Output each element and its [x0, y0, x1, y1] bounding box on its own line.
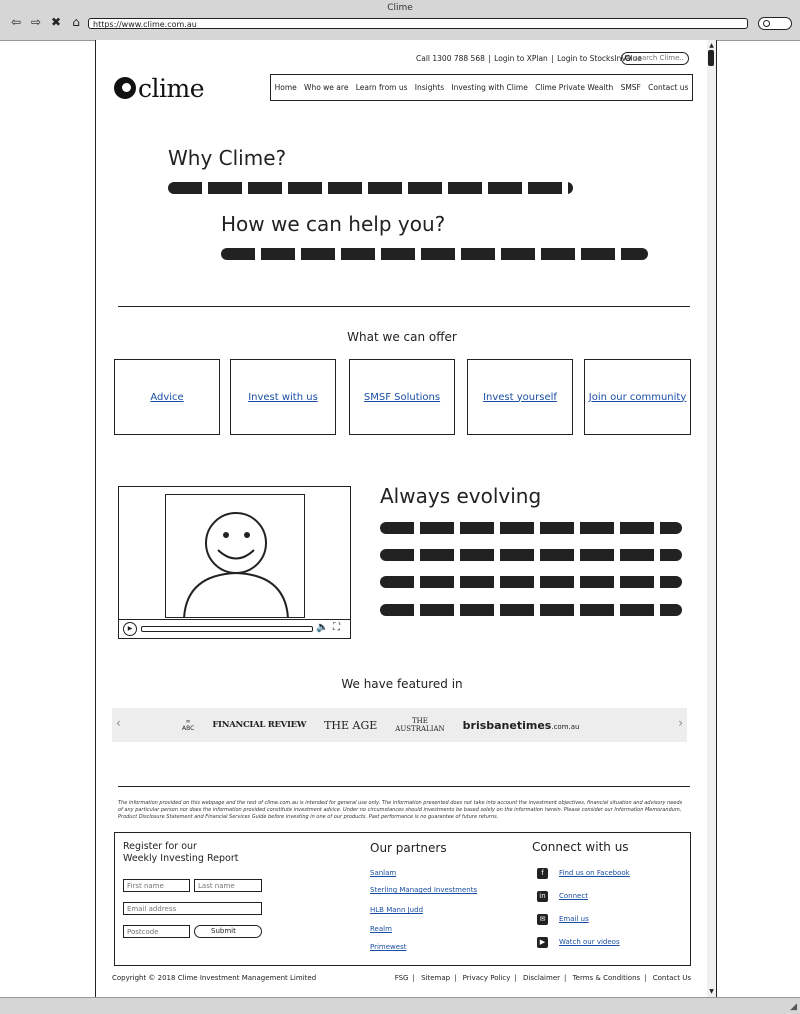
- partners-heading: Our partners: [370, 841, 447, 855]
- close-icon[interactable]: ✖: [50, 15, 62, 29]
- footer-link-disclaimer[interactable]: Disclaimer: [522, 974, 560, 982]
- nav-item-learn[interactable]: Learn from us: [355, 83, 408, 92]
- search-icon: [763, 20, 770, 27]
- offer-link-invest-yourself[interactable]: Invest yourself: [483, 391, 557, 403]
- browser-nav: [8, 14, 84, 30]
- featured-heading: We have featured in: [341, 677, 463, 691]
- address-bar[interactable]: https://www.clime.com.au: [88, 18, 748, 29]
- offer-heading: What we can offer: [347, 330, 457, 344]
- brisbane-times-logo: brisbanetimes.com.au: [462, 718, 580, 732]
- nav-item-smsf[interactable]: SMSF: [620, 83, 641, 92]
- login-siv-link[interactable]: Login to StocksInValue: [557, 54, 642, 63]
- offer-link-community[interactable]: Join our community: [588, 391, 687, 403]
- video-thumbnail: [165, 494, 305, 618]
- window-title: Clime: [387, 3, 413, 13]
- first-name-field[interactable]: [123, 879, 190, 892]
- divider: [118, 786, 690, 787]
- video-progress[interactable]: [141, 626, 313, 632]
- play-icon[interactable]: ▶: [123, 622, 137, 636]
- fullscreen-icon[interactable]: ⛶: [333, 622, 340, 633]
- partner-link-sterling[interactable]: Sterling Managed Investments: [370, 886, 478, 894]
- resize-grip-icon[interactable]: ◢: [790, 1002, 797, 1012]
- the-australian-logo: THE AUSTRALIAN: [395, 717, 445, 733]
- press-logos: [182, 715, 580, 735]
- placeholder-text: [380, 549, 682, 561]
- offer-link-advice[interactable]: Advice: [150, 391, 184, 403]
- register-heading: Register for our Weekly Investing Report: [123, 841, 239, 864]
- nav-item-who-we-are[interactable]: Who we are: [304, 83, 349, 92]
- nav-item-home[interactable]: Home: [274, 83, 297, 92]
- disclaimer-text: The information provided on this webpage and the rest of clime.com.au is intended for general use only. The information presented does not take into account the investment objectives, financial situation and advisory needs of any particular person nor does the information provided constitute investment advice. Under no circumstances should investments be based solely on the information herein. Please consider our Information Memorandum, Product Disclosure Statement and Financial Services Guide before investing in one of our products. Past performance is no guarantee of future returns.: [118, 800, 683, 820]
- offer-link-invest-with-us[interactable]: Invest with us: [248, 391, 318, 403]
- offer-card-invest-with-us[interactable]: [230, 359, 336, 435]
- forward-icon[interactable]: ⇨: [30, 15, 42, 29]
- browser-titlebar: [0, 0, 800, 41]
- logo-icon: [114, 77, 136, 99]
- email-link[interactable]: Email us: [559, 915, 589, 923]
- footer-panel: [114, 832, 691, 966]
- footer-link-privacy[interactable]: Privacy Policy: [462, 974, 511, 982]
- email-field[interactable]: [123, 902, 262, 915]
- the-age-logo: THE AGE: [324, 718, 378, 732]
- hero-how-heading: How we can help you?: [221, 212, 446, 236]
- offer-card-invest-yourself[interactable]: [467, 359, 573, 435]
- chevron-right-icon[interactable]: ›: [678, 716, 683, 730]
- logo-text: clime: [138, 73, 204, 103]
- placeholder-text: [380, 604, 682, 616]
- connect-heading: Connect with us: [532, 840, 629, 854]
- nav-item-insights[interactable]: Insights: [414, 83, 445, 92]
- chevron-left-icon[interactable]: ‹: [116, 716, 121, 730]
- scroll-down-icon[interactable]: ▼: [709, 988, 714, 995]
- placeholder-text: [168, 182, 573, 194]
- divider: [118, 306, 690, 307]
- offer-card-advice[interactable]: [114, 359, 220, 435]
- footer-links: FSG | Sitemap | Privacy Policy | Disclaimer | Terms & Conditions | Contact Us: [394, 974, 691, 982]
- linkedin-link[interactable]: Connect: [559, 892, 588, 900]
- postcode-field[interactable]: [123, 925, 190, 938]
- placeholder-text: [380, 522, 682, 534]
- main-nav: [270, 74, 693, 101]
- partner-link-sanlam[interactable]: Sanlam: [370, 869, 397, 877]
- video-controls: [119, 619, 350, 638]
- footer-link-sitemap[interactable]: Sitemap: [421, 974, 451, 982]
- web-page: [95, 40, 709, 997]
- facebook-link[interactable]: Find us on Facebook: [559, 869, 630, 877]
- afr-logo: FINANCIAL REVIEW: [212, 720, 307, 730]
- placeholder-text: [221, 248, 648, 260]
- last-name-field[interactable]: [194, 879, 262, 892]
- offer-link-smsf[interactable]: SMSF Solutions: [363, 391, 441, 403]
- youtube-icon[interactable]: ▶: [537, 937, 548, 948]
- logo[interactable]: [114, 74, 204, 102]
- abc-logo: ∞ ABC: [182, 718, 195, 732]
- submit-button[interactable]: Submit: [194, 925, 262, 938]
- linkedin-icon[interactable]: in: [537, 891, 548, 902]
- search-icon: [625, 55, 631, 61]
- offer-card-smsf[interactable]: [349, 359, 455, 435]
- login-xplan-link[interactable]: Login to XPlan: [494, 54, 548, 63]
- nav-item-contact[interactable]: Contact us: [648, 83, 689, 92]
- nav-item-investing[interactable]: Investing with Clime: [451, 83, 528, 92]
- partner-link-primewest[interactable]: Primewest: [370, 943, 407, 951]
- footer-link-terms[interactable]: Terms & Conditions: [572, 974, 641, 982]
- youtube-link[interactable]: Watch our videos: [559, 938, 620, 946]
- video-player[interactable]: [118, 486, 351, 639]
- footer-link-contact[interactable]: Contact Us: [652, 974, 691, 982]
- scroll-thumb[interactable]: [708, 50, 714, 66]
- footer-link-fsg[interactable]: FSG: [394, 974, 409, 982]
- site-search-input[interactable]: [621, 52, 689, 65]
- press-carousel: [112, 708, 687, 742]
- utility-links: Call 1300 788 568 | Login to XPlan | Login to StocksInValue: [416, 54, 642, 63]
- volume-icon[interactable]: 🔈: [316, 622, 329, 633]
- facebook-icon[interactable]: f: [537, 868, 548, 879]
- partner-link-hlb[interactable]: HLB Mann Judd: [370, 906, 424, 914]
- evolving-heading: Always evolving: [380, 484, 542, 508]
- partner-link-realm[interactable]: Realm: [370, 925, 392, 933]
- browser-statusbar: [0, 997, 800, 1014]
- nav-item-private-wealth[interactable]: Clime Private Wealth: [535, 83, 614, 92]
- vertical-scrollbar[interactable]: [707, 40, 717, 997]
- phone-link[interactable]: Call 1300 788 568: [416, 54, 485, 63]
- home-icon[interactable]: ⌂: [72, 15, 80, 29]
- placeholder-text: [380, 576, 682, 588]
- back-icon[interactable]: ⇦: [10, 15, 22, 29]
- scroll-up-icon[interactable]: ▲: [709, 42, 714, 49]
- browser-search[interactable]: [758, 17, 792, 30]
- hero-why-heading: Why Clime?: [168, 146, 287, 170]
- offer-card-community[interactable]: [584, 359, 691, 435]
- site-search-placeholder: search Clime..: [634, 54, 684, 62]
- email-icon[interactable]: ✉: [537, 914, 548, 925]
- copyright-text: Copyright © 2018 Clime Investment Management Limited: [112, 974, 317, 982]
- person-icon: [166, 495, 305, 618]
